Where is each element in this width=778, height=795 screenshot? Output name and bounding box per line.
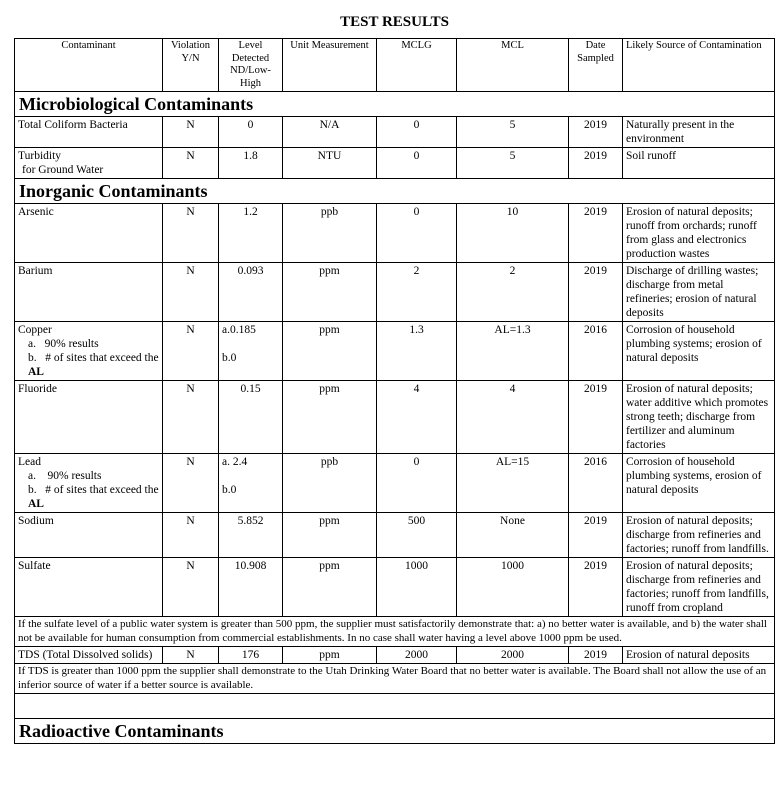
date-value: 2019 [569,148,623,179]
mclg-value: 1000 [377,558,457,617]
level-value [219,322,283,381]
contaminant-name: Fluoride [15,381,163,454]
sub-item-text: # of sites that exceed the [45,352,159,364]
contaminant-name [15,322,163,381]
header-row [15,39,775,92]
date-value: 2019 [569,263,623,322]
table-row [15,647,775,664]
sub-item-marker: b. [28,484,37,496]
level-value: 1.2 [219,204,283,263]
header-mcl: MCL [457,39,569,92]
sub-item-a [18,469,159,483]
mclg-value: 0 [377,148,457,179]
violation-value: N [163,117,219,148]
level-value-a: a. 2.4 [222,456,248,468]
mcl-value: 4 [457,381,569,454]
sub-item-text: 90% results [44,338,99,350]
date-value: 2019 [569,381,623,454]
mcl-value: 10 [457,204,569,263]
tds-note: If TDS is greater than 1000 ppm the supplier shall demonstrate to the Utah Drinking Water Board that no better water is available. The Board shall not allow the use of an inferior source of water if a better source is available. [15,664,775,694]
contaminant-name-line1: Lead [18,456,41,468]
header-date: Date Sampled [569,39,623,92]
mclg-value: 500 [377,513,457,558]
sub-item-bold: AL [28,498,44,510]
unit-value: N/A [283,117,377,148]
violation-value: N [163,647,219,664]
title-row [15,10,775,39]
mcl-value: 5 [457,117,569,148]
sub-item-bold: AL [28,366,44,378]
sub-item-marker: a. [28,338,36,350]
table-row [15,204,775,263]
section-title-radio: Radioactive Contaminants [15,719,775,744]
source-value: Corrosion of household plumbing systems; erosion of natural deposits [623,322,775,381]
violation-value: N [163,513,219,558]
table-row [15,263,775,322]
contaminant-name-line2: for Ground Water [22,164,104,176]
note-row-tds [15,664,775,694]
level-value-b: b.0 [222,484,237,496]
table-row [15,513,775,558]
level-value [219,454,283,513]
source-value: Soil runoff [623,148,775,179]
sub-item-b [18,351,159,379]
violation-value: N [163,148,219,179]
contaminant-name [15,454,163,513]
mcl-value: 1000 [457,558,569,617]
header-mclg: MCLG [377,39,457,92]
mcl-value: AL=15 [457,454,569,513]
violation-value: N [163,381,219,454]
table-row [15,381,775,454]
mclg-value: 4 [377,381,457,454]
contaminant-name: Sodium [15,513,163,558]
date-value: 2019 [569,558,623,617]
table-title: TEST RESULTS [15,10,775,39]
note-row-sulfate [15,617,775,647]
source-value: Discharge of drilling wastes; discharge from metal refineries; erosion of natural deposits [623,263,775,322]
contaminant-name [15,148,163,179]
contaminant-name: TDS (Total Dissolved solids) [15,647,163,664]
source-value: Erosion of natural deposits; discharge from refineries and factories; runoff from landfills, runoff from cropland [623,558,775,617]
mcl-value: None [457,513,569,558]
header-contaminant: Contaminant [15,39,163,92]
table-row [15,558,775,617]
spacer-row [15,694,775,719]
unit-value: ppb [283,454,377,513]
date-value: 2016 [569,322,623,381]
test-results-document [14,10,774,744]
unit-value: ppm [283,263,377,322]
table-row [15,322,775,381]
level-value: 5.852 [219,513,283,558]
header-violation: Violation Y/N [163,39,219,92]
mcl-value: 5 [457,148,569,179]
level-value-b: b.0 [222,352,237,364]
sub-item-a [18,337,159,351]
table-row [15,148,775,179]
section-row-micro [15,92,775,117]
section-row-radio [15,719,775,744]
level-value-a: a.0.185 [222,324,256,336]
section-title-micro: Microbiological Contaminants [15,92,775,117]
source-value: Erosion of natural deposits [623,647,775,664]
violation-value: N [163,263,219,322]
mcl-value: 2000 [457,647,569,664]
mclg-value: 2000 [377,647,457,664]
unit-value: ppm [283,381,377,454]
source-value: Erosion of natural deposits; water additive which promotes strong teeth; discharge from fertilizer and aluminum factories [623,381,775,454]
date-value: 2016 [569,454,623,513]
level-value: 0.093 [219,263,283,322]
unit-value: ppm [283,322,377,381]
date-value: 2019 [569,513,623,558]
date-value: 2019 [569,204,623,263]
sub-item-b [18,483,159,511]
source-value: Corrosion of household plumbing systems, erosion of natural deposits [623,454,775,513]
level-value: 0.15 [219,381,283,454]
mcl-value: AL=1.3 [457,322,569,381]
unit-value: ppm [283,558,377,617]
contaminant-name-line1: Turbidity [18,150,62,162]
table-row [15,117,775,148]
section-row-inorganic [15,179,775,204]
violation-value: N [163,322,219,381]
mcl-value: 2 [457,263,569,322]
sub-item-text: 90% results [47,470,102,482]
sulfate-note: If the sulfate level of a public water system is greater than 500 ppm, the supplier must satisfactorily demonstrate that: a) no better water is available, and b) the water shall not be available for human consumption from commercial establishments. In no case shall water having a level above 1000 ppm be used. [15,617,775,647]
contaminant-name: Barium [15,263,163,322]
section-title-inorganic: Inorganic Contaminants [15,179,775,204]
test-results-table [14,10,775,744]
date-value: 2019 [569,117,623,148]
level-value: 1.8 [219,148,283,179]
mclg-value: 0 [377,204,457,263]
level-value: 0 [219,117,283,148]
table-row [15,454,775,513]
violation-value: N [163,558,219,617]
source-value: Naturally present in the environment [623,117,775,148]
sub-item-marker: a. [28,470,36,482]
sub-item-marker: b. [28,352,37,364]
contaminant-name-line1: Copper [18,324,52,336]
mclg-value: 0 [377,454,457,513]
sub-item-text: # of sites that exceed the [45,484,159,496]
violation-value: N [163,204,219,263]
unit-value: ppb [283,204,377,263]
contaminant-name: Total Coliform Bacteria [15,117,163,148]
unit-value: ppm [283,647,377,664]
contaminant-name: Sulfate [15,558,163,617]
mclg-value: 1.3 [377,322,457,381]
date-value: 2019 [569,647,623,664]
source-value: Erosion of natural deposits; runoff from orchards; runoff from glass and electronics production wastes [623,204,775,263]
contaminant-name: Arsenic [15,204,163,263]
level-value: 176 [219,647,283,664]
violation-value: N [163,454,219,513]
header-source: Likely Source of Contamination [623,39,775,92]
unit-value: NTU [283,148,377,179]
unit-value: ppm [283,513,377,558]
mclg-value: 2 [377,263,457,322]
header-unit: Unit Measurement [283,39,377,92]
header-level: Level Detected ND/Low-High [219,39,283,92]
mclg-value: 0 [377,117,457,148]
spacer-cell [15,694,775,719]
source-value: Erosion of natural deposits; discharge from refineries and factories; runoff from landfills. [623,513,775,558]
level-value: 10.908 [219,558,283,617]
